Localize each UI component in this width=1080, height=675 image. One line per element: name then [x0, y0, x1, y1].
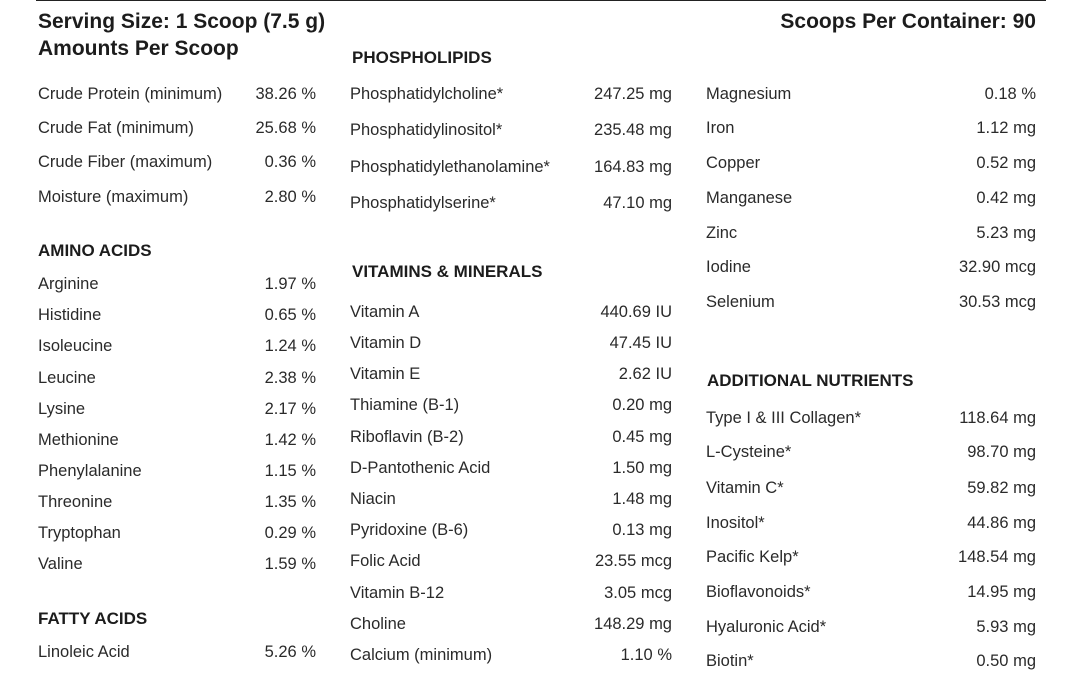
nutrient-value: 44.86 mg: [967, 514, 1036, 532]
nutrient-name: Iron: [706, 119, 735, 137]
nutrient-row: [38, 490, 316, 514]
nutrient-row: [350, 362, 672, 386]
nutrient-row: [706, 440, 1036, 464]
nutrient-row: [706, 151, 1036, 175]
top-divider: [36, 0, 1046, 1]
nutrient-row: [706, 511, 1036, 535]
nutrient-name: Calcium (minimum): [350, 646, 493, 664]
nutrient-name: Zinc: [706, 224, 738, 242]
nutrient-name: Phosphatidylserine*: [350, 194, 496, 212]
nutrient-row: [38, 272, 316, 296]
nutrient-value: 0.52 mg: [976, 154, 1036, 172]
nutrient-row: [706, 255, 1036, 279]
phospholipids-heading: PHOSPHOLIPIDS: [352, 48, 492, 67]
nutrient-name: L-Cysteine*: [706, 443, 792, 461]
nutrient-value: 164.83 mg: [594, 158, 672, 176]
nutrient-name: D-Pantothenic Acid: [350, 459, 491, 477]
serving-size: Serving Size: 1 Scoop (7.5 g): [38, 10, 326, 33]
nutrient-name: Crude Fat (minimum): [38, 119, 194, 137]
nutrient-name: Riboflavin (B-2): [350, 428, 464, 446]
nutrient-name: Vitamin A: [350, 303, 420, 321]
nutrient-row: [350, 612, 672, 636]
nutrient-row: [706, 615, 1036, 639]
nutrient-name: Vitamin E: [350, 365, 421, 383]
nutrient-value: 118.64 mg: [959, 409, 1036, 427]
nutrient-name: Pyridoxine (B-6): [350, 521, 469, 539]
nutrient-value: 47.10 mg: [603, 194, 672, 212]
nutrient-value: 2.62 IU: [618, 365, 672, 383]
nutrient-value: 1.50 mg: [612, 459, 672, 477]
nutrient-value: 1.15 %: [264, 462, 316, 480]
nutrient-value: 25.68 %: [255, 119, 316, 137]
nutrient-value: 47.45 IU: [609, 334, 672, 352]
nutrient-value: 0.65 %: [264, 306, 316, 324]
nutrient-name: Methionine: [38, 431, 119, 449]
nutrient-name: Lysine: [38, 400, 86, 418]
nutrient-name: Pacific Kelp*: [706, 548, 799, 566]
nutrient-name: Moisture (maximum): [38, 188, 189, 206]
nutrient-row: [706, 545, 1036, 569]
nutrient-value: 3.05 mcg: [604, 584, 672, 602]
nutrient-value: 2.17 %: [264, 400, 316, 418]
nutrient-name: Folic Acid: [350, 552, 421, 570]
nutrient-row: [350, 518, 672, 542]
nutrient-row: [38, 397, 316, 421]
nutrient-name: Vitamin C*: [706, 479, 784, 497]
nutrient-row: [350, 118, 672, 142]
nutrient-row: [706, 649, 1036, 673]
nutrient-value: 0.45 mg: [612, 428, 672, 446]
nutrient-value: 2.38 %: [264, 369, 316, 387]
nutrient-row: [350, 393, 672, 417]
nutrient-row: [706, 580, 1036, 604]
nutrient-row: [38, 334, 316, 358]
nutrient-name: Isoleucine: [38, 337, 113, 355]
nutrient-name: Phenylalanine: [38, 462, 142, 480]
nutrient-row: [38, 428, 316, 452]
nutrient-name: Threonine: [38, 493, 113, 511]
nutrient-value: 0.50 mg: [976, 652, 1036, 670]
nutrient-row: [350, 643, 672, 667]
nutrient-value: 38.26 %: [255, 85, 316, 103]
nutrient-value: 1.59 %: [264, 555, 316, 573]
nutrient-value: 1.48 mg: [612, 490, 672, 508]
nutrient-row: [706, 82, 1036, 106]
nutrient-row: [350, 82, 672, 106]
nutrient-row: [350, 425, 672, 449]
nutrient-row: [38, 185, 316, 209]
nutrient-row: [350, 300, 672, 324]
nutrient-value: 5.26 %: [264, 643, 316, 661]
nutrient-name: Manganese: [706, 189, 793, 207]
nutrient-value: 148.54 mg: [958, 548, 1036, 566]
nutrient-value: 440.69 IU: [600, 303, 672, 321]
fatty-acids-heading: FATTY ACIDS: [38, 609, 148, 628]
nutrient-row: [38, 303, 316, 327]
nutrient-name: Phosphatidylethanolamine*: [350, 158, 550, 176]
nutrient-value: 1.24 %: [264, 337, 316, 355]
nutrient-name: Selenium: [706, 293, 775, 311]
nutrient-row: [350, 155, 672, 179]
nutrient-row: [350, 331, 672, 355]
nutrient-name: Histidine: [38, 306, 102, 324]
nutrient-value: 2.80 %: [264, 188, 316, 206]
nutrient-name: Linoleic Acid: [38, 643, 130, 661]
nutrient-row: [706, 116, 1036, 140]
nutrient-name: Biotin*: [706, 652, 754, 670]
nutrient-name: Tryptophan: [38, 524, 121, 542]
nutrient-value: 1.97 %: [264, 275, 316, 293]
nutrient-value: 1.12 mg: [976, 119, 1036, 137]
nutrient-row: [38, 366, 316, 390]
nutrient-name: Crude Protein (minimum): [38, 85, 223, 103]
nutrient-value: 0.18 %: [984, 85, 1036, 103]
nutrient-value: 235.48 mg: [594, 121, 672, 139]
nutrient-name: Type I & III Collagen*: [706, 409, 862, 427]
nutrient-value: 1.42 %: [264, 431, 316, 449]
nutrient-name: Valine: [38, 555, 83, 573]
nutrient-name: Niacin: [350, 490, 396, 508]
nutrient-value: 0.36 %: [264, 153, 316, 171]
nutrient-name: Vitamin D: [350, 334, 422, 352]
nutrient-row: [350, 191, 672, 215]
nutrient-name: Copper: [706, 154, 761, 172]
nutrient-value: 23.55 mcg: [594, 552, 672, 570]
nutrient-value: 14.95 mg: [967, 583, 1036, 601]
nutrient-name: Phosphatidylcholine*: [350, 85, 504, 103]
scoops-per-container: Scoops Per Container: 90: [780, 10, 1036, 33]
additional-nutrients-heading: ADDITIONAL NUTRIENTS: [707, 371, 914, 390]
nutrient-row: [706, 406, 1036, 430]
nutrient-name: Arginine: [38, 275, 99, 293]
nutrient-value: 59.82 mg: [967, 479, 1036, 497]
nutrient-row: [38, 116, 316, 140]
nutrient-name: Crude Fiber (maximum): [38, 153, 213, 171]
nutrient-row: [706, 476, 1036, 500]
nutrient-row: [350, 581, 672, 605]
amino-acids-heading: AMINO ACIDS: [38, 241, 152, 260]
amounts-per-scoop: Amounts Per Scoop: [38, 37, 239, 60]
nutrient-row: [706, 290, 1036, 314]
nutrient-name: Leucine: [38, 369, 96, 387]
nutrient-value: 0.29 %: [264, 524, 316, 542]
nutrient-row: [350, 549, 672, 573]
vitamins-minerals-heading: VITAMINS & MINERALS: [352, 262, 543, 281]
nutrient-name: Bioflavonoids*: [706, 583, 811, 601]
nutrient-value: 0.20 mg: [612, 396, 672, 414]
nutrient-value: 1.35 %: [264, 493, 316, 511]
nutrient-row: [38, 459, 316, 483]
nutrient-name: Inositol*: [706, 514, 765, 532]
nutrient-row: [38, 521, 316, 545]
nutrient-value: 0.13 mg: [612, 521, 672, 539]
nutrient-value: 5.23 mg: [976, 224, 1036, 242]
nutrient-name: Vitamin B-12: [350, 584, 445, 602]
nutrient-row: [38, 552, 316, 576]
nutrient-name: Phosphatidylinositol*: [350, 121, 503, 139]
nutrient-value: 5.93 mg: [976, 618, 1036, 636]
nutrient-value: 32.90 mcg: [958, 258, 1036, 276]
nutrient-name: Choline: [350, 615, 406, 633]
nutrient-row: [350, 456, 672, 480]
serving-info: [38, 8, 325, 62]
nutrient-row: [706, 186, 1036, 210]
nutrient-value: 30.53 mcg: [958, 293, 1036, 311]
nutrient-row: [38, 150, 316, 174]
nutrient-value: 0.42 mg: [976, 189, 1036, 207]
nutrient-name: Magnesium: [706, 85, 792, 103]
nutrient-row: [350, 487, 672, 511]
nutrient-row: [706, 221, 1036, 245]
nutrient-name: Iodine: [706, 258, 751, 276]
nutrient-value: 148.29 mg: [594, 615, 672, 633]
nutrient-value: 247.25 mg: [594, 85, 672, 103]
nutrient-row: [38, 640, 316, 664]
nutrient-name: Hyaluronic Acid*: [706, 618, 827, 636]
nutrient-value: 1.10 %: [620, 646, 672, 664]
nutrient-row: [38, 82, 316, 106]
nutrient-name: Thiamine (B-1): [350, 396, 460, 414]
nutrient-value: 98.70 mg: [967, 443, 1036, 461]
